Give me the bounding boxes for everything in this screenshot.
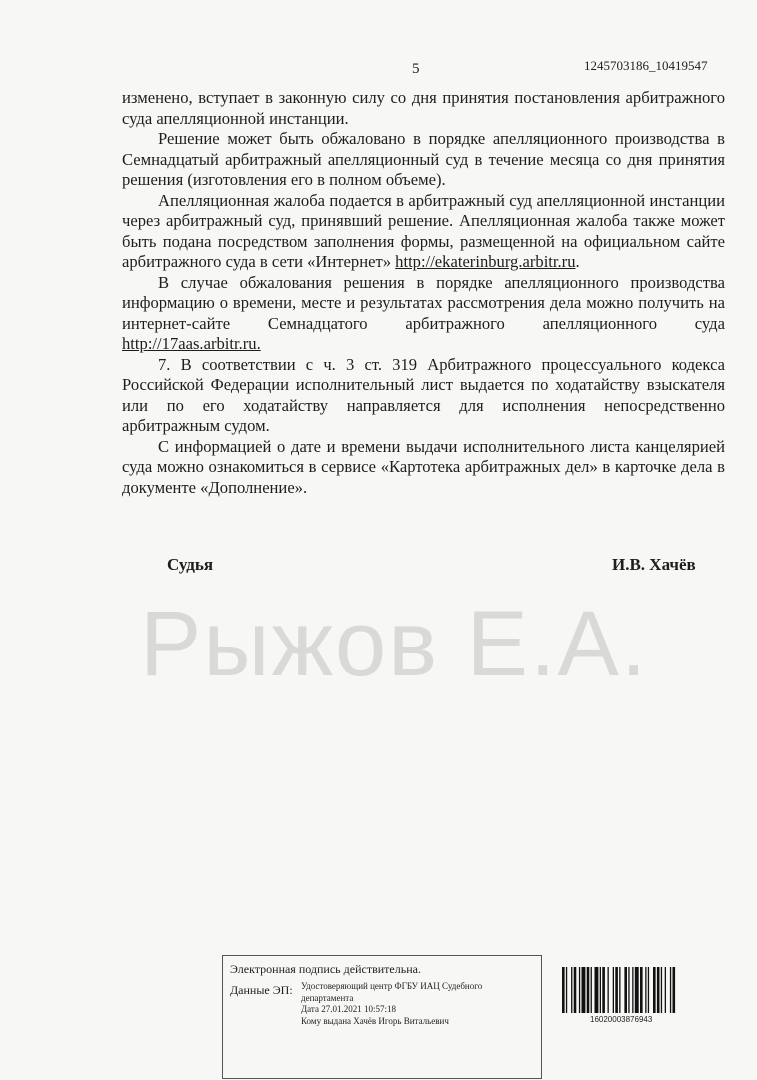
barcode-bar: [640, 967, 643, 1013]
barcode-bar: [587, 967, 590, 1013]
document-body: [122, 88, 725, 498]
barcode-bar: [562, 967, 565, 1013]
barcode-bar: [653, 967, 656, 1013]
paragraph-4: [122, 273, 725, 355]
barcode-bar: [602, 967, 605, 1013]
barcode-bar: [624, 967, 627, 1013]
barcode-bar: [665, 967, 666, 1013]
stamp-title: Электронная подпись действительна.: [230, 962, 421, 976]
barcode-number: 16020003876943: [590, 1015, 653, 1024]
barcode-bar: [670, 967, 671, 1013]
paragraph-3: [122, 191, 725, 273]
barcode-icon: [560, 967, 716, 1013]
barcode-bar: [619, 967, 620, 1013]
barcode-bar: [635, 967, 639, 1013]
paragraph-1: изменено, вступает в законную силу со дня принятия постановления арбитражного суда апелляционной инстанции.: [122, 88, 725, 128]
barcode-bar: [615, 967, 618, 1013]
barcode-bar: [661, 967, 662, 1013]
paragraph-4-text: В случае обжалования решения в порядке апелляционного производства информацию о времени, месте и результатах рассмотрения дела можно получить на интернет-сайте Семнадцатого арбитражного апелляционного суда: [122, 272, 725, 333]
link-ekaterinburg-arbitr[interactable]: http://ekaterinburg.arbitr.ru: [395, 252, 576, 271]
paragraph-2: Решение может быть обжаловано в порядке апелляционного производства в Семнадцатый арбитражный апелляционный суд в течение месяца со дня принятия решения (изготовления его в полном объеме).: [122, 129, 725, 189]
barcode-bar: [591, 967, 592, 1013]
paragraph-3-text: Апелляционная жалоба подается в арбитражный суд апелляционной инстанции через арбитражный суд, принявший решение. Апелляционная жалоба также может быть подана посредством заполнения формы, размещенной на официальном сайте арбитражного суда в сети «Интернет»: [122, 190, 725, 271]
stamp-issued-to: Кому выдана Хачёв Игорь Витальевич: [301, 1015, 449, 1026]
paragraph-6: С информацией о дате и времени выдачи исполнительного листа канцелярией суда можно ознакомиться в сервисе «Картотека арбитражных дел» в карточке дела в документе «Дополнение».: [122, 436, 725, 497]
paragraph-5: 7. В соответствии с ч. 3 ст. 319 Арбитражного процессуального кодекса Российской Федерации исполнительный лист выдается по ходатайству взыскателя или по его ходатайству направляется для исполнения непосредственно арбитражным судом.: [122, 354, 725, 435]
link-17aas-arbitr[interactable]: http://17aas.arbitr.ru.: [122, 334, 261, 353]
page-number: 5: [412, 61, 420, 77]
judge-label: Судья: [167, 555, 214, 574]
barcode-bar: [613, 967, 614, 1013]
watermark: Рыжов Е.А.: [140, 593, 649, 695]
barcode-bar: [608, 967, 609, 1013]
barcode-bar: [595, 967, 599, 1013]
barcode-bar: [600, 967, 601, 1013]
barcode-bar: [571, 967, 572, 1013]
document-id: 1245703186_10419547: [584, 58, 708, 73]
barcode-bar: [579, 967, 580, 1013]
stamp-data-label: Данные ЭП:: [230, 983, 293, 997]
barcode-bar: [645, 967, 646, 1013]
judge-name: И.В. Хачёв: [612, 555, 696, 574]
barcode-bar: [673, 967, 676, 1013]
barcode-bar: [628, 967, 629, 1013]
barcode-bar: [574, 967, 577, 1013]
stamp-details: [301, 981, 531, 1027]
barcode-bar: [657, 967, 660, 1013]
stamp-date: Дата 27.01.2021 10:57:18: [301, 1004, 396, 1014]
barcode-bar: [582, 967, 586, 1013]
barcode-bar: [566, 967, 567, 1013]
stamp-issuer: Удостоверяющий центр ФГБУ ИАЦ Судебного департамента: [301, 981, 483, 1003]
barcode-bar: [632, 967, 633, 1013]
barcode: [560, 967, 720, 1024]
paragraph-3-end: .: [575, 252, 580, 271]
e-signature-stamp: [222, 955, 542, 1079]
barcode-bar: [648, 967, 649, 1013]
